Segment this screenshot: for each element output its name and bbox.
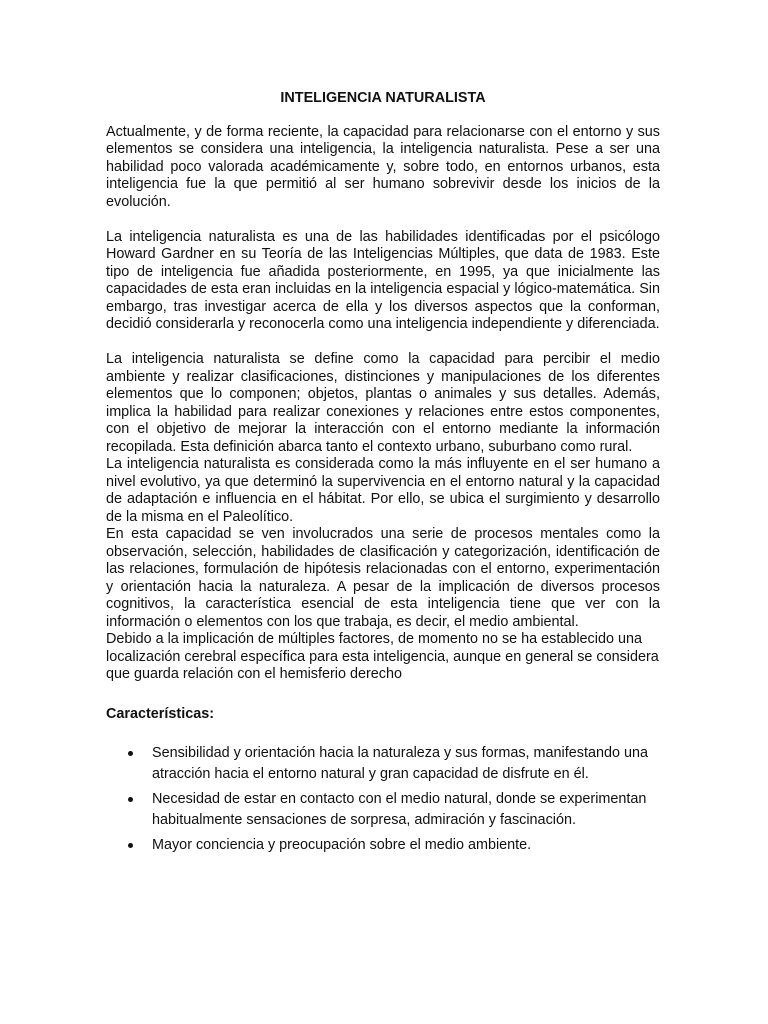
characteristics-list bbox=[106, 743, 660, 856]
bullet-icon bbox=[128, 797, 133, 802]
list-item-text: Mayor conciencia y preocupación sobre el medio ambiente. bbox=[152, 837, 532, 853]
paragraph-processes: En esta capacidad se ven involucrados una serie de procesos mentales como la observación, selección, habilidades de clasificación y categorización, identificación de las relaciones, formulación de hipótesis relacionadas con el entorno, experimentación y orientación hacia la naturaleza. A pesar de la implicación de diversos procesos cognitivos, la característica esencial de esta inteligencia tiene que ver con la información o elementos con los que trabaja, es decir, el medio ambiental. bbox=[106, 526, 660, 630]
list-item-text: Necesidad de estar en contacto con el medio natural, donde se experimentan habitualmente sensaciones de sorpresa, admiración y fascinación. bbox=[152, 791, 647, 828]
paragraph-intro: Actualmente, y de forma reciente, la capacidad para relacionarse con el entorno y sus elementos se considera una inteligencia, la inteligencia naturalista. Pese a ser una habilidad poco valorada académicamente y, sobre todo, en entornos urbanos, esta inteligencia fue la que permitió al ser humano sobrevivir desde los inicios de la evolución. bbox=[106, 123, 660, 210]
document-page bbox=[106, 90, 660, 860]
document-title: INTELIGENCIA NATURALISTA bbox=[280, 90, 486, 106]
list-item-text: Sensibilidad y orientación hacia la naturaleza y sus formas, manifestando una atracción hacia el entorno natural y gran capacidad de disfrute en él. bbox=[152, 745, 648, 782]
list-item bbox=[106, 743, 660, 785]
list-item bbox=[106, 835, 660, 856]
paragraph-brain: Debido a la implicación de múltiples factores, de momento no se ha establecido una localización cerebral específica para esta inteligencia, aunque en general se considera que guarda relación con el hemisferio derecho bbox=[106, 631, 659, 682]
paragraph-evolution: La inteligencia naturalista es considerada como la más influyente en el ser humano a nivel evolutivo, ya que determinó la supervivencia en el entorno natural y la capacidad de adaptación e influencia en el hábitat. Por ello, se ubica el surgimiento y desarrollo de la misma en el Paleolítico. bbox=[106, 456, 660, 525]
paragraph-definition: La inteligencia naturalista se define como la capacidad para percibir el medio ambiente y realizar clasificaciones, distinciones y manipulaciones de los diferentes elementos que lo componen; objetos, plantas o animales y sus detalles. Además, implica la habilidad para realizar conexiones y relaciones entre estos componentes, con el objetivo de mejorar la interacción con el entorno mediante la información recopilada. Esta definición abarca tanto el contexto urbano, suburbano como rural. bbox=[106, 351, 660, 455]
paragraph-gardner: La inteligencia naturalista es una de las habilidades identificadas por el psicólogo Howard Gardner en su Teoría de las Inteligencias Múltiples, que data de 1983. Este tipo de inteligencia fue añadida posteriormente, en 1995, ya que inicialmente las capacidades de esta eran incluidas en la inteligencia espacial y lógico-matemática. Sin embargo, tras investigar acerca de ella y los diversos aspectos que la conforman, decidió considerarla y reconocerla como una inteligencia independiente y diferenciada. bbox=[106, 228, 660, 332]
bullet-icon bbox=[128, 751, 133, 756]
section-heading: Características: bbox=[106, 705, 214, 722]
bullet-icon bbox=[128, 843, 133, 848]
list-item bbox=[106, 789, 660, 831]
